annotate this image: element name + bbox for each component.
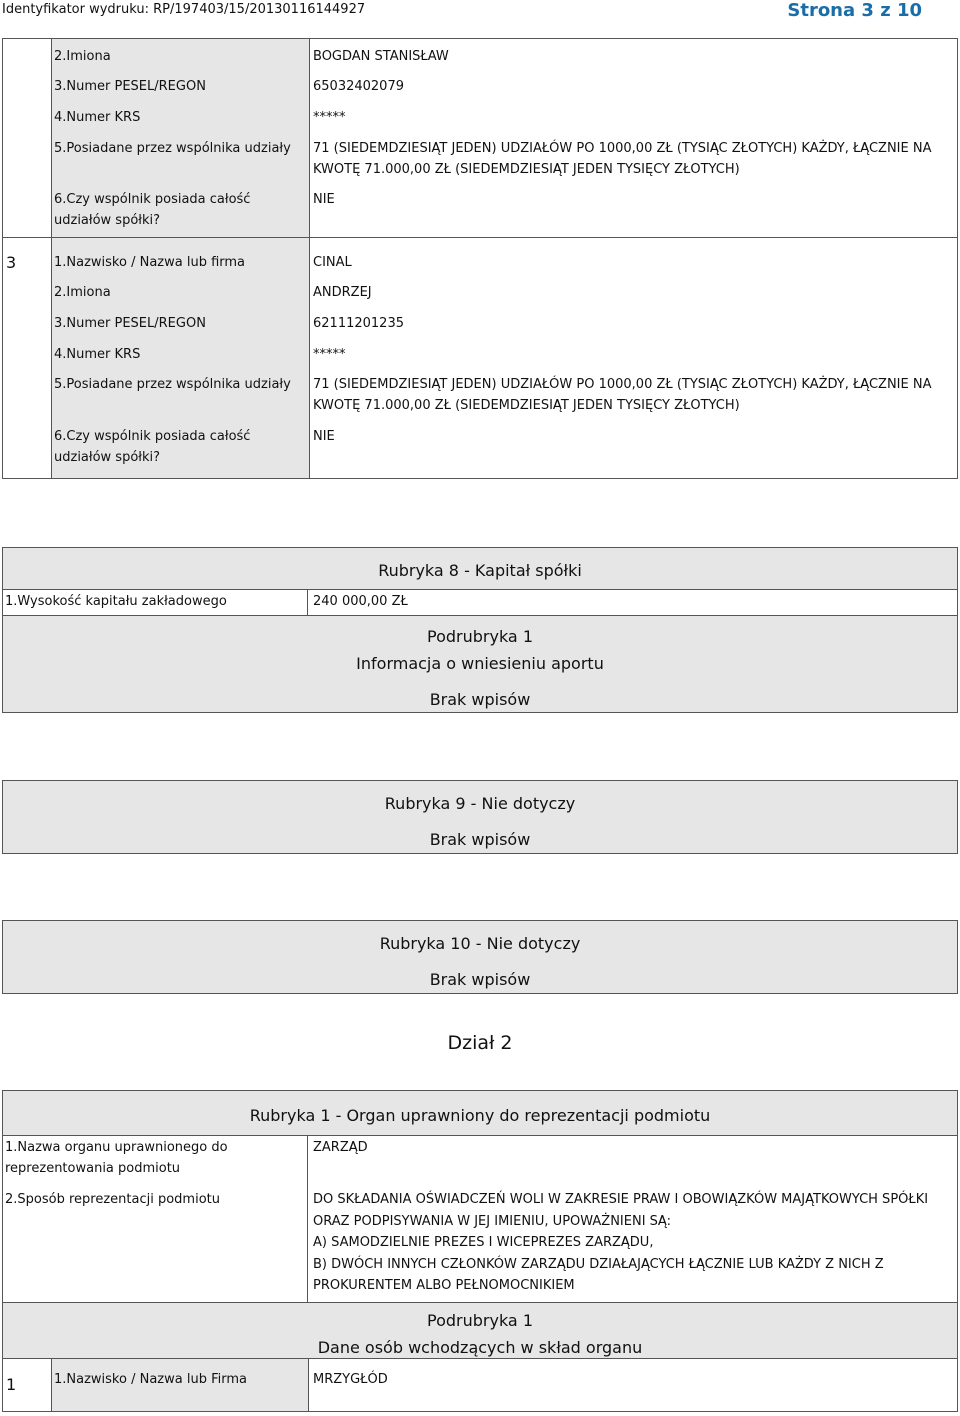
podrubryka-label: Podrubryka 1 bbox=[427, 1311, 533, 1330]
member-nazwisko-value: MRZYGŁÓD bbox=[313, 1372, 388, 1387]
calosc-label-line1: 6.Czy wspólnik posiada całość bbox=[54, 429, 251, 444]
podrubryka-title: Informacja o wniesieniu aportu bbox=[356, 654, 604, 673]
member-nazwisko-label: 1.Nazwisko / Nazwa lub Firma bbox=[54, 1372, 247, 1387]
sposob-label: 2.Sposób reprezentacji podmiotu bbox=[5, 1192, 220, 1207]
sposob-line: DO SKŁADANIA OŚWIADCZEŃ WOLI W ZAKRESIE PRAW I OBOWIĄZKÓW MAJĄTKOWYCH SPÓŁKI bbox=[313, 1192, 929, 1207]
calosc-value: NIE bbox=[313, 192, 335, 207]
sposob-line: B) DWÓCH INNYCH CZŁONKÓW ZARZĄDU DZIAŁAJĄCYCH ŁĄCZNIE LUB KAŻDY Z NICH Z bbox=[313, 1257, 884, 1272]
imiona-value: ANDRZEJ bbox=[313, 285, 372, 300]
pesel-label: 3.Numer PESEL/REGON bbox=[54, 79, 206, 94]
nazwisko-value: CINAL bbox=[313, 255, 352, 270]
krs-label: 4.Numer KRS bbox=[54, 110, 141, 125]
udzialy-label: 5.Posiadane przez wspólnika udziały bbox=[54, 141, 291, 156]
brak-wpisow: Brak wpisów bbox=[429, 690, 531, 709]
imiona-value: BOGDAN STANISŁAW bbox=[313, 49, 449, 64]
pesel-label: 3.Numer PESEL/REGON bbox=[54, 316, 206, 331]
udzialy-value-line1: 71 (SIEDEMDZIESIĄT JEDEN) UDZIAŁÓW PO 1000,00 ZŁ (TYSIĄC ZŁOTYCH) KAŻDY, ŁĄCZNIE NA bbox=[313, 377, 932, 392]
calosc-label-line2: udziałów spółki? bbox=[54, 213, 161, 228]
sposob-line: A) SAMODZIELNIE PREZES I WICEPREZES ZARZĄDU, bbox=[313, 1235, 654, 1250]
imiona-label: 2.Imiona bbox=[54, 49, 111, 64]
brak-wpisow: Brak wpisów bbox=[429, 970, 531, 989]
print-identifier: Identyfikator wydruku: RP/197403/15/20130116144927 bbox=[2, 2, 366, 17]
calosc-label-line1: 6.Czy wspólnik posiada całość bbox=[54, 192, 251, 207]
podrubryka-label: Podrubryka 1 bbox=[427, 627, 533, 646]
krs-value: ***** bbox=[313, 347, 346, 362]
imiona-label: 2.Imiona bbox=[54, 285, 111, 300]
organ-label-line2: reprezentowania podmiotu bbox=[5, 1161, 181, 1176]
dzial-2-title: Dział 2 bbox=[447, 1032, 513, 1054]
sposob-line: ORAZ PODPISYWANIA W JEJ IMIENIU, UPOWAŻNIENI SĄ: bbox=[313, 1214, 671, 1229]
nazwisko-label: 1.Nazwisko / Nazwa lub firma bbox=[54, 255, 246, 270]
partner-number: 3 bbox=[6, 253, 17, 272]
pesel-value: 65032402079 bbox=[313, 79, 404, 94]
sposob-line: PROKURENTEM ALBO PEŁNOMOCNIKIEM bbox=[313, 1278, 575, 1293]
podrubryka-title: Dane osób wchodzących w skład organu bbox=[317, 1338, 643, 1357]
udzialy-label: 5.Posiadane przez wspólnika udziały bbox=[54, 377, 291, 392]
krs-value: ***** bbox=[313, 110, 346, 125]
udzialy-value-line1: 71 (SIEDEMDZIESIĄT JEDEN) UDZIAŁÓW PO 1000,00 ZŁ (TYSIĄC ZŁOTYCH) KAŻDY, ŁĄCZNIE NA bbox=[313, 141, 932, 156]
pesel-value: 62111201235 bbox=[313, 316, 404, 331]
calosc-label-line2: udziałów spółki? bbox=[54, 450, 161, 465]
organ-label-line1: 1.Nazwa organu uprawnionego do bbox=[5, 1140, 228, 1155]
rubryka-10-title: Rubryka 10 - Nie dotyczy bbox=[379, 934, 581, 953]
kapital-value: 240 000,00 ZŁ bbox=[313, 594, 408, 609]
member-number: 1 bbox=[6, 1375, 17, 1394]
krs-label: 4.Numer KRS bbox=[54, 347, 141, 362]
organ-value: ZARZĄD bbox=[313, 1140, 368, 1155]
calosc-value: NIE bbox=[313, 429, 335, 444]
rubryka-9-title: Rubryka 9 - Nie dotyczy bbox=[384, 794, 576, 813]
kapital-label: 1.Wysokość kapitału zakładowego bbox=[5, 594, 227, 609]
udzialy-value-line2: KWOTĘ 71.000,00 ZŁ (SIEDEMDZIESIĄT JEDEN TYSIĘCY ZŁOTYCH) bbox=[313, 162, 740, 177]
brak-wpisow: Brak wpisów bbox=[429, 830, 531, 849]
rubryka-8-title: Rubryka 8 - Kapitał spółki bbox=[378, 561, 582, 580]
page-number: Strona 3 z 10 bbox=[787, 0, 922, 21]
udzialy-value-line2: KWOTĘ 71.000,00 ZŁ (SIEDEMDZIESIĄT JEDEN TYSIĘCY ZŁOTYCH) bbox=[313, 398, 740, 413]
rubryka-1-title: Rubryka 1 - Organ uprawniony do reprezentacji podmiotu bbox=[249, 1106, 711, 1125]
